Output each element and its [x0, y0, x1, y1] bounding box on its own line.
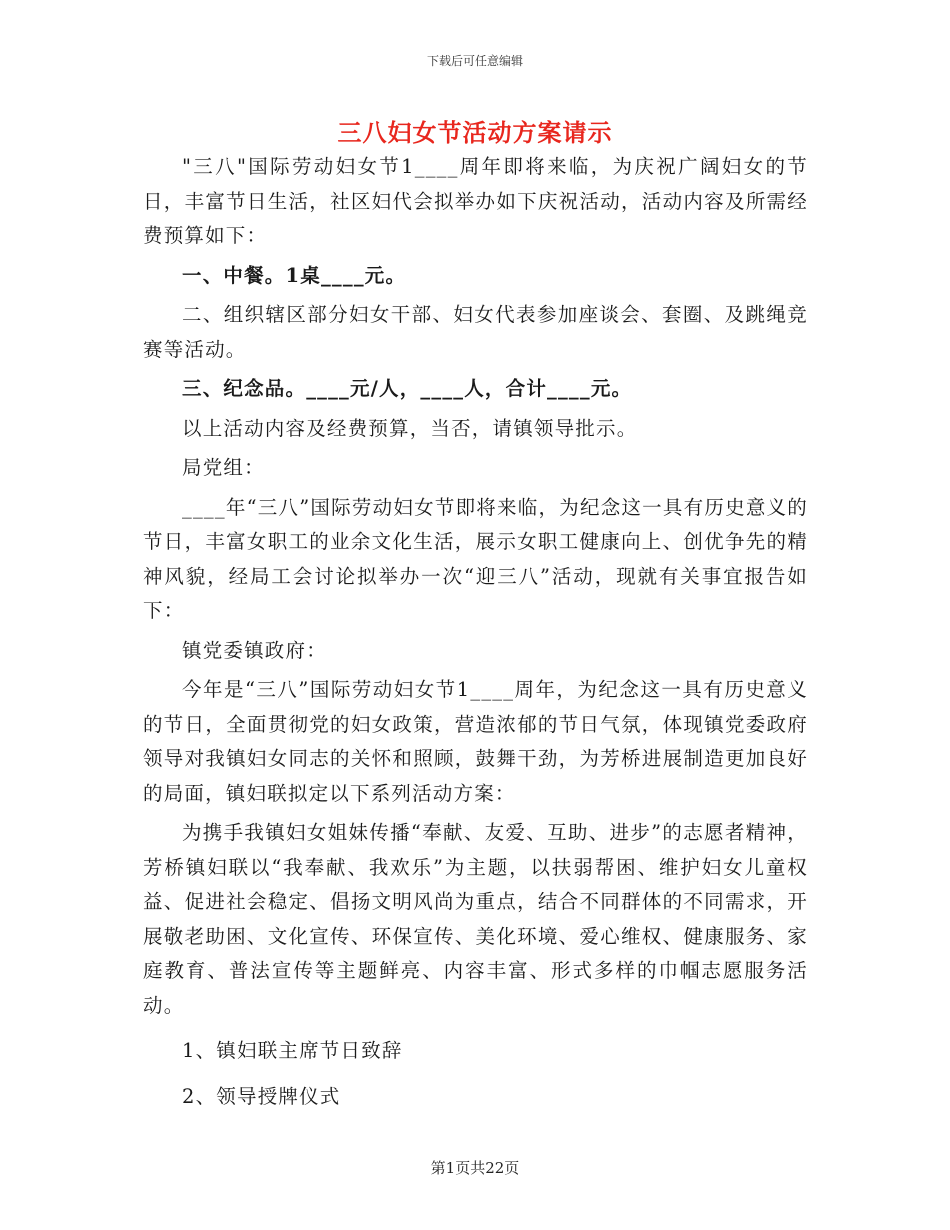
document-body [143, 150, 808, 1114]
item-lunch: 一、中餐。1桌____元。 [182, 263, 407, 287]
item-souvenirs: 三、纪念品。____元/人，____人，合计____元。 [182, 377, 633, 400]
volunteer-paragraph: 为携手我镇妇女姐妹传播“奉献、友爱、互助、进步”的志愿者精神，芳桥镇妇联以“我奉献、我欢乐”为主题，以扶弱帮困、维护妇女儿童权益、促进社会稳定、倡扬文明风尚为重点，结合不同群体的不同需求，开展敬老助困、文化宣传、环保宣传、美化环境、爱心维权、健康服务、家庭教育、普法宣传等主题鲜亮、内容丰富、形式多样的巾帼志愿服务活动。 [143, 821, 808, 1017]
intro-paragraph: "三八"国际劳动妇女节1____周年即将来临，为庆祝广阔妇女的节日，丰富节日生活，社区妇代会拟举办如下庆祝活动，活动内容及所需经费预算如下： [143, 155, 808, 247]
list-item: 1、镇妇联主席节日致辞 [182, 1039, 403, 1062]
bureau-report-paragraph: ____年“三八”国际劳动妇女节即将来临，为纪念这一具有历史意义的节日，丰富女职工的业余文化生活，展示女职工健康向上、创优争先的精神风貌，经局工会讨论拟举办一次“迎三八”活动，现就有关事宜报告如下： [143, 495, 808, 622]
salutation-town: 镇党委镇政府： [182, 638, 327, 662]
page-header-note: 下载后可任意编辑 [426, 54, 523, 68]
page-number: 第1页共22页 [430, 1159, 520, 1177]
town-plan-paragraph: 今年是“三八”国际劳动妇女节1____周年，为纪念这一具有历史意义的节日，全面贯彻党的妇女政策，营造浓郁的节日气氛，体现镇党委政府领导对我镇妇女同志的关怀和照顾，鼓舞干劲，为芳桥进展制造更加良好的局面，镇妇联拟定以下系列活动方案： [143, 678, 808, 805]
approval-request-paragraph: 以上活动内容及经费预算，当否，请镇领导批示。 [182, 416, 638, 440]
item-activities: 二、组织辖区部分妇女干部、妇女代表参加座谈会、套圈、及跳绳竞赛等活动。 [143, 303, 808, 361]
document-title: 三八妇女节活动方案请示 [337, 118, 613, 147]
salutation-bureau: 局党组： [182, 456, 265, 479]
list-item: 2、领导授牌仪式 [182, 1084, 341, 1108]
